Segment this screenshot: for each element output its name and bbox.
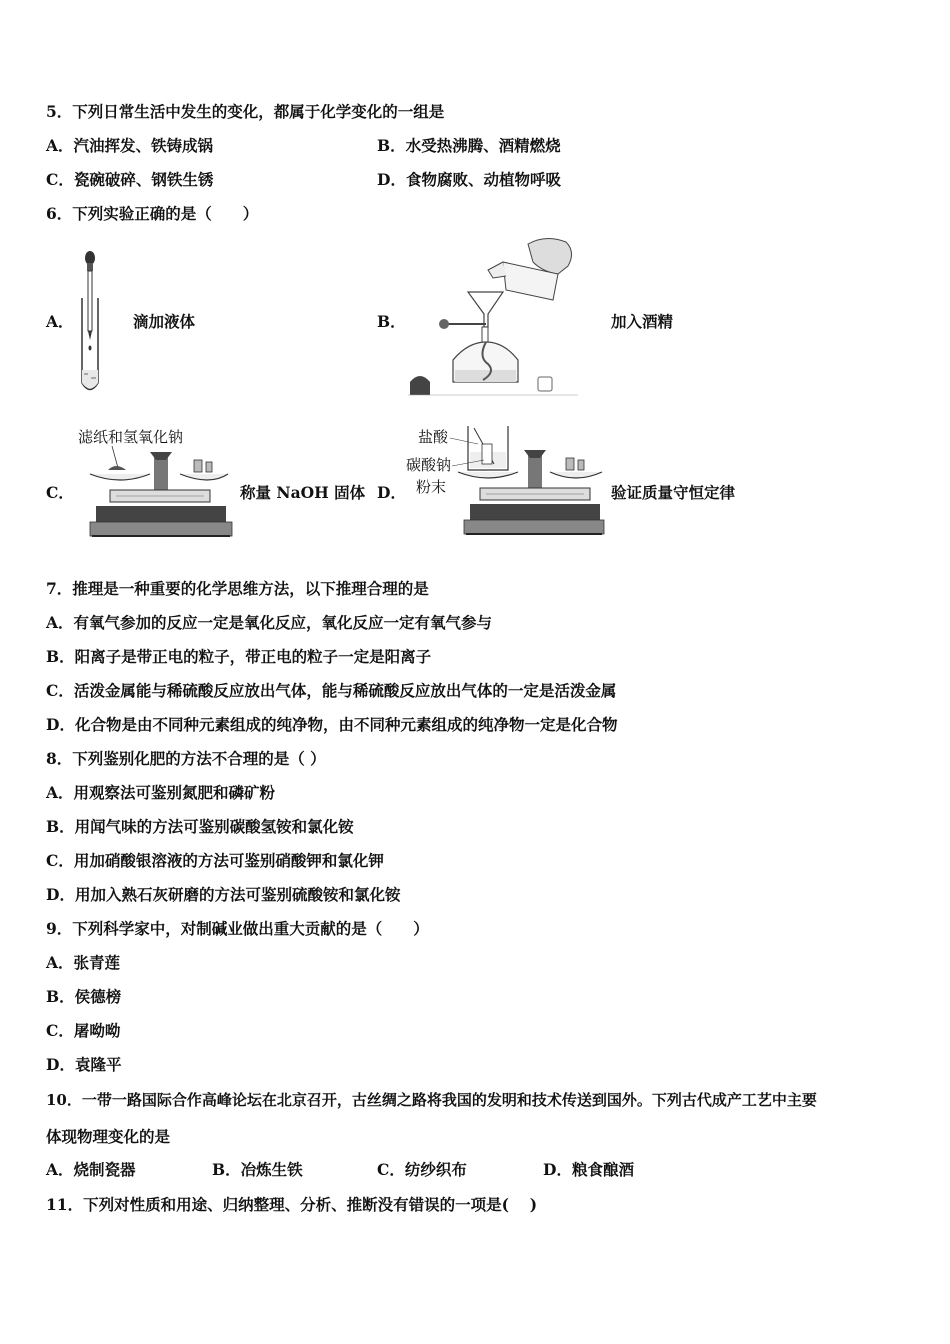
q6-option-c-letter[interactable]: C． bbox=[46, 483, 74, 502]
q10-stem-line-1: 10．一带一路国际合作高峰论坛在北京召开，古丝绸之路将我国的发明和技术传送到国外。下列古代成产工艺中主要 bbox=[46, 1091, 817, 1109]
balance-naoh-figure bbox=[76, 424, 236, 542]
q5-option-d[interactable]: D．食物腐败、动植物呼吸 bbox=[377, 170, 561, 189]
q6-d-fig-label-1: 盐酸 bbox=[418, 428, 449, 446]
q7-option-b[interactable]: B．阳离子是带正电的粒子，带正电的粒子一定是阳离子 bbox=[46, 647, 432, 666]
q8-option-b[interactable]: B．用闻气味的方法可鉴别碳酸氢铵和氯化铵 bbox=[46, 817, 354, 836]
q7-stem: 7．推理是一种重要的化学思维方法，以下推理合理的是 bbox=[46, 579, 429, 598]
q9-option-c[interactable]: C．屠呦呦 bbox=[46, 1021, 121, 1040]
q8-option-a[interactable]: A．用观察法可鉴别氮肥和磷矿粉 bbox=[46, 783, 276, 802]
q6-option-a-letter[interactable]: A． bbox=[46, 312, 74, 331]
q10-stem-line-2: 体现物理变化的是 bbox=[46, 1127, 171, 1146]
q10-option-b[interactable]: B．冶炼生铁 bbox=[212, 1160, 303, 1179]
q5-option-a[interactable]: A．汽油挥发、铁铸成锅 bbox=[46, 136, 214, 155]
q6-option-a-label: 滴加液体 bbox=[133, 312, 196, 331]
q8-stem: 8．下列鉴别化肥的方法不合理的是（ ） bbox=[46, 749, 326, 768]
q5-option-c[interactable]: C．瓷碗破碎、钢铁生锈 bbox=[46, 170, 214, 189]
q6-stem: 6．下列实验正确的是（ ） bbox=[46, 204, 259, 223]
q6-option-d-label: 验证质量守恒定律 bbox=[611, 483, 736, 502]
q9-option-b[interactable]: B．侯德榜 bbox=[46, 987, 122, 1006]
q5-option-b[interactable]: B．水受热沸腾、酒精燃烧 bbox=[377, 136, 561, 155]
q8-option-c[interactable]: C．用加硝酸银溶液的方法可鉴别硝酸钾和氯化钾 bbox=[46, 851, 384, 870]
q6-option-b-label: 加入酒精 bbox=[611, 312, 674, 331]
q9-stem: 9．下列科学家中，对制碱业做出重大贡献的是（ ） bbox=[46, 919, 429, 938]
q6-d-fig-label-3: 粉末 bbox=[416, 478, 447, 496]
q9-option-a[interactable]: A．张青莲 bbox=[46, 953, 121, 972]
q5-stem: 5．下列日常生活中发生的变化，都属于化学变化的一组是 bbox=[46, 102, 445, 121]
q10-option-a[interactable]: A．烧制瓷器 bbox=[46, 1160, 136, 1179]
q7-option-d[interactable]: D．化合物是由不同种元素组成的纯净物，由不同种元素组成的纯净物一定是化合物 bbox=[46, 715, 618, 734]
q6-option-c-label: 称量 NaOH 固体 bbox=[240, 483, 366, 502]
q6-d-fig-label-2: 碳酸钠 bbox=[406, 456, 452, 474]
q9-option-d[interactable]: D．袁隆平 bbox=[46, 1055, 122, 1074]
q10-option-c[interactable]: C．纺纱织布 bbox=[377, 1160, 467, 1179]
q6-c-fig-label: 滤纸和氢氧化钠 bbox=[78, 428, 184, 446]
q7-option-a[interactable]: A．有氧气参加的反应一定是氧化反应，氧化反应一定有氧气参与 bbox=[46, 613, 493, 632]
q11-stem: 11．下列对性质和用途、归纳整理、分析、推断没有错误的一项是( ) bbox=[46, 1195, 538, 1214]
dropper-test-tube-figure bbox=[70, 248, 110, 398]
q8-option-d[interactable]: D．用加入熟石灰研磨的方法可鉴别硫酸铵和氯化铵 bbox=[46, 885, 401, 904]
balance-mass-conservation-figure bbox=[400, 422, 605, 542]
q6-option-d-letter[interactable]: D． bbox=[377, 483, 406, 502]
q10-option-d[interactable]: D．粮食酿酒 bbox=[543, 1160, 634, 1179]
q6-option-b-letter[interactable]: B． bbox=[377, 312, 406, 331]
alcohol-lamp-funnel-figure bbox=[408, 232, 583, 400]
q7-option-c[interactable]: C．活泼金属能与稀硫酸反应放出气体，能与稀硫酸反应放出气体的一定是活泼金属 bbox=[46, 681, 617, 700]
